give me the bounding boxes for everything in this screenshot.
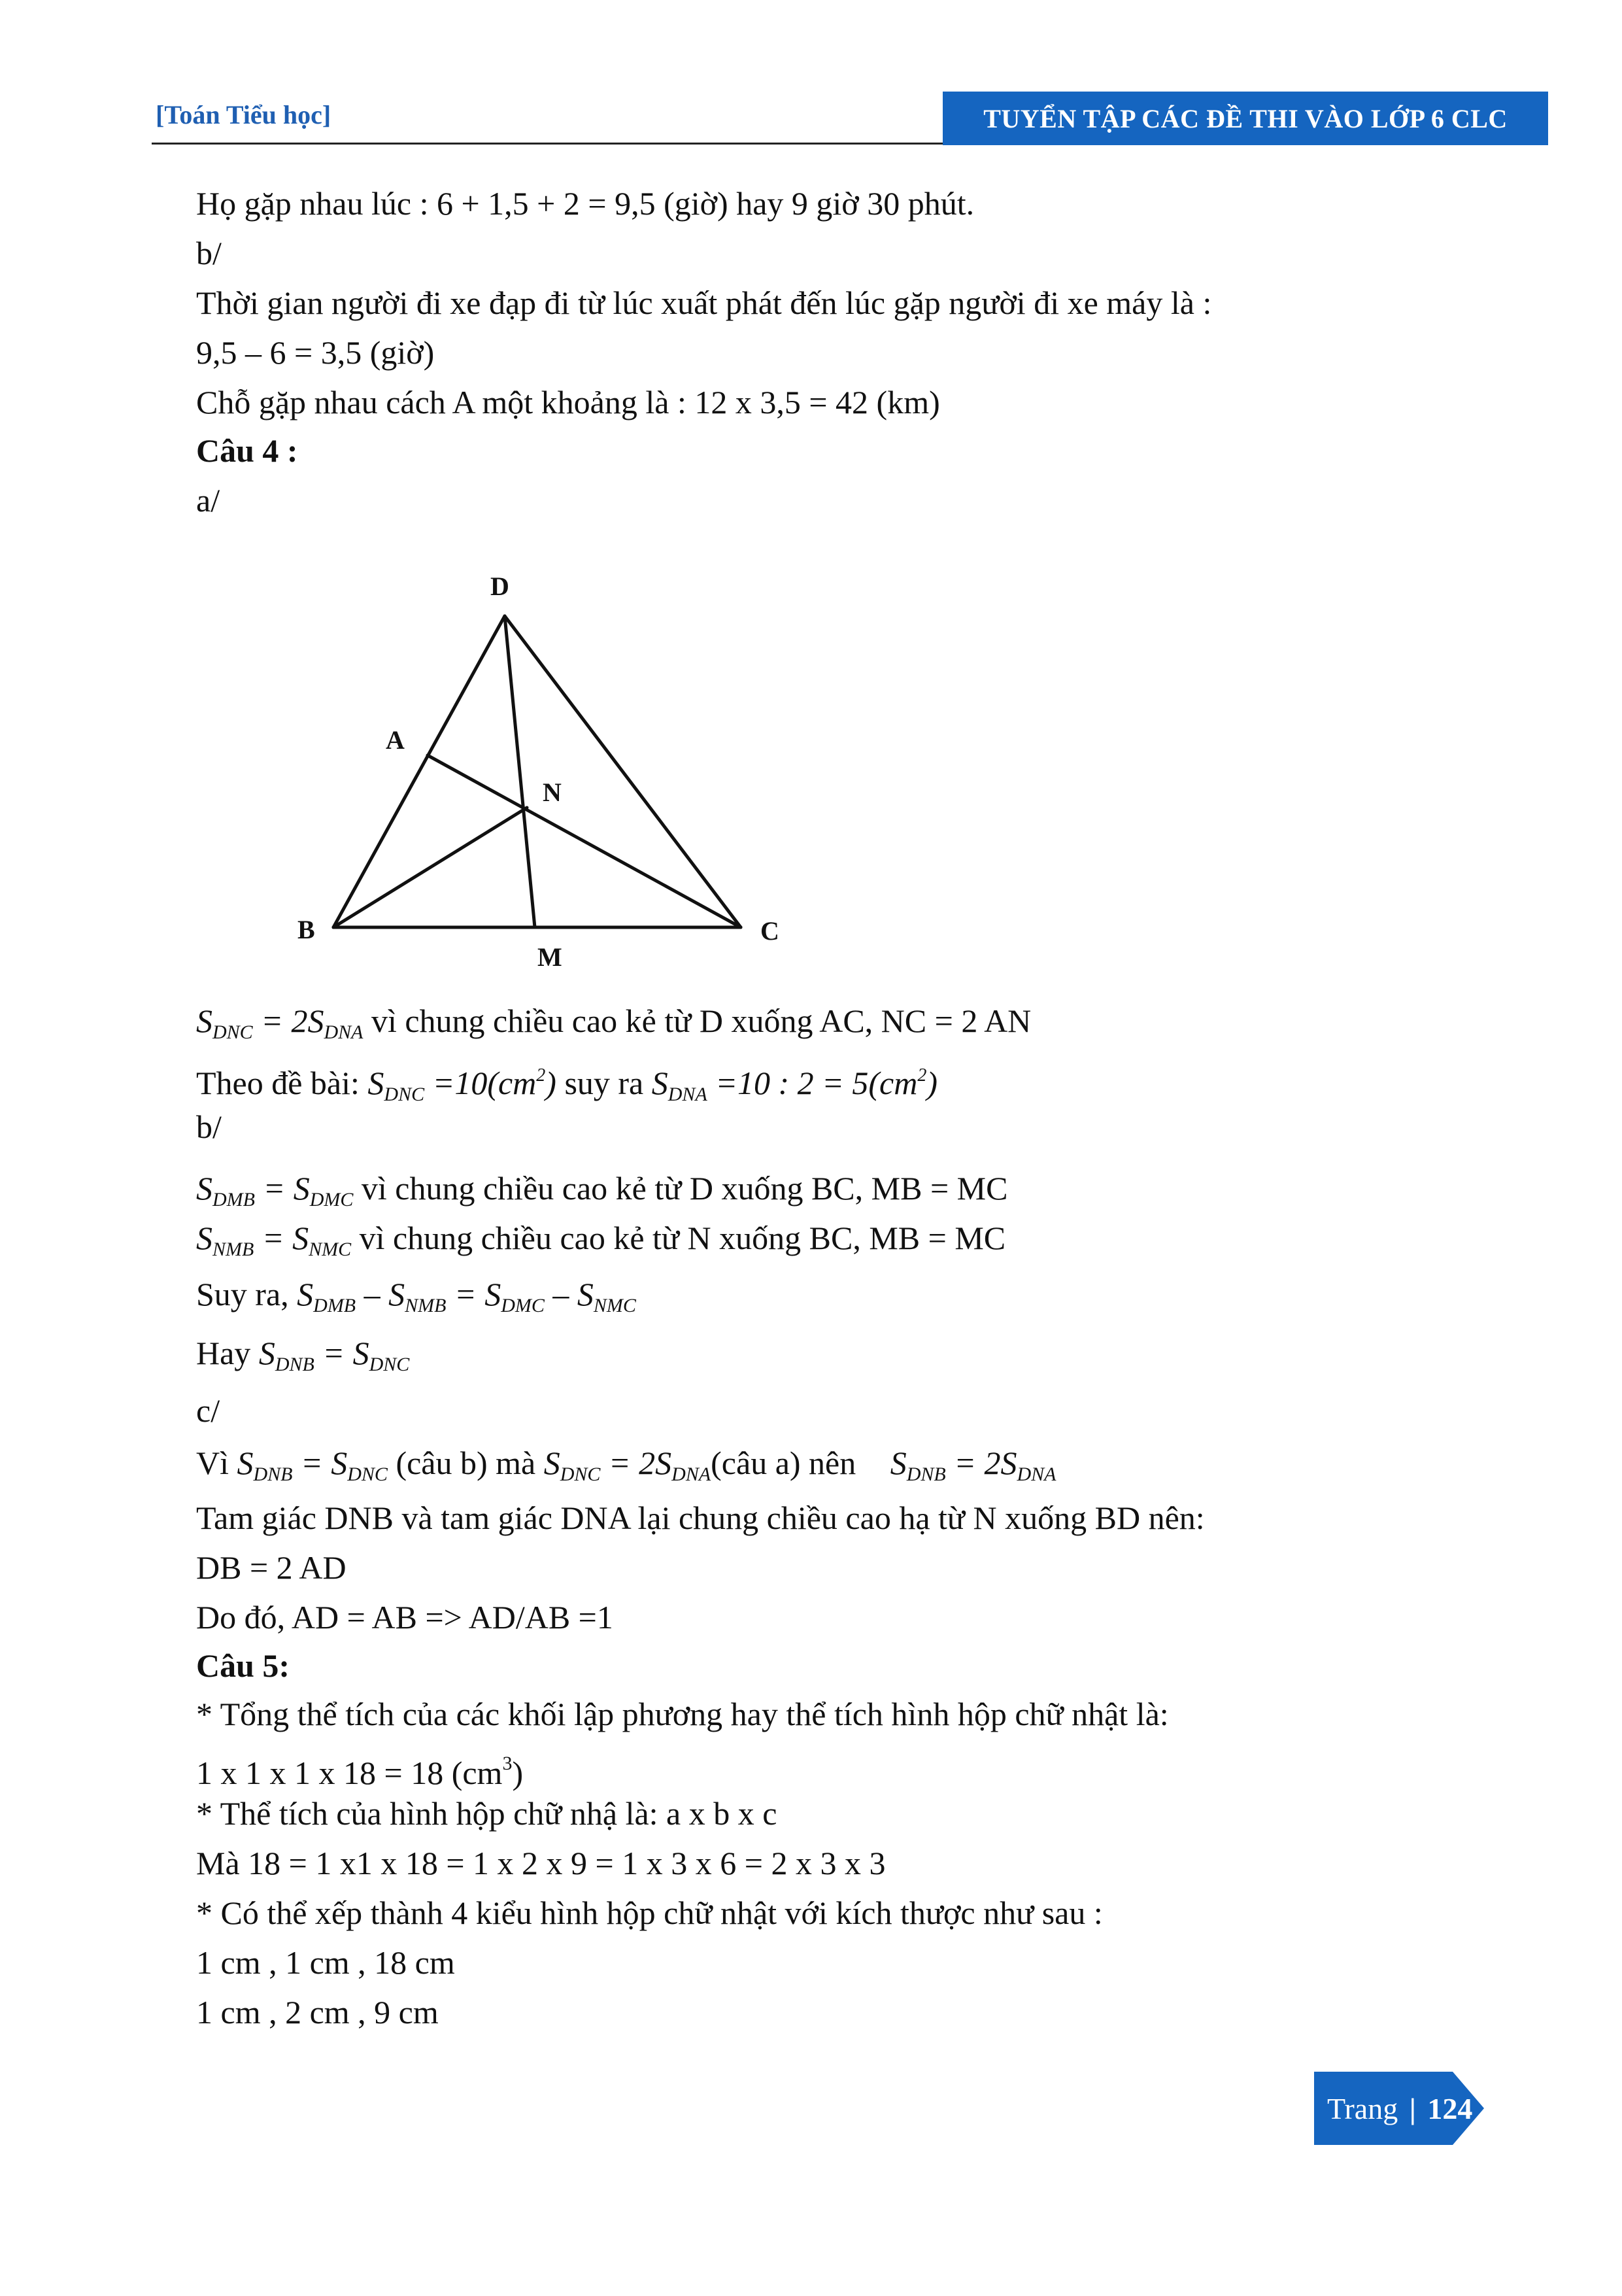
header-right-banner: TUYỂN TẬP CÁC ĐỀ THI VÀO LỚP 6 CLC bbox=[943, 92, 1548, 145]
segment-bn bbox=[333, 808, 527, 927]
text-line-5: Chỗ gặp nhau cách A một khoảng là : 12 x 3,5 = 42 (km) bbox=[196, 384, 940, 420]
text-line-8: $S_{DNC} = 2S_{DNA}$ vì chung chiều cao kẻ từ D xuống AC, NC = 2 AN bbox=[196, 1002, 1032, 1043]
label-n: N bbox=[543, 778, 562, 807]
formula-sdnc-10: $S_{DNC} =10(cm^2)$ bbox=[367, 1065, 556, 1105]
text-line-12: $S_{NMB} = S_{NMC}$ vì chung chiều cao kẻ từ N xuống BC, MB = MC bbox=[196, 1220, 1006, 1260]
side-db bbox=[333, 616, 505, 927]
triangle-figure bbox=[288, 559, 811, 978]
text-line-23: * Thể tích của hình hộp chữ nhậ là: a x b x c bbox=[196, 1795, 777, 1832]
text-line-15: c/ bbox=[196, 1392, 220, 1429]
label-b: B bbox=[297, 915, 315, 944]
text-line-2: b/ bbox=[196, 235, 222, 271]
label-m: M bbox=[537, 942, 562, 972]
formula-c-2: $S_{DNC} = 2S_{DNA}$ bbox=[543, 1445, 711, 1485]
formula-sdnb-eq-sdnc: $S_{DNB} = S_{DNC}$ bbox=[258, 1335, 410, 1375]
side-dc bbox=[505, 616, 741, 927]
text-line-3: Thời gian người đi xe đạp đi từ lúc xuất phát đến lúc gặp người đi xe máy là : bbox=[196, 284, 1212, 321]
text-line-16: Vì $S_{DNB} = S_{DNC}$ (câu b) mà $S_{DNC}$ = $2S_{DNA}(câu$ a) nên $S_{DNB} = 2S_{DNA}$ bbox=[196, 1445, 1056, 1485]
text-line-10: b/ bbox=[196, 1108, 222, 1145]
triangle-lines bbox=[333, 616, 741, 927]
text-line-14: Hay $S_{DNB} = S_{DNC}$ bbox=[196, 1335, 410, 1375]
header-rule bbox=[152, 143, 943, 145]
text-line-26: 1 cm , 1 cm , 18 cm bbox=[196, 1944, 455, 1981]
text-line-21: * Tổng thể tích của các khối lập phương hay thể tích hình hộp chữ nhật là: bbox=[196, 1696, 1169, 1732]
text-line-9: Theo đề bài: $S_{DNC} =10(cm^2)$ suy ra $S_{DNA} =10$ : $2 = 5(cm^2)$ bbox=[196, 1065, 938, 1105]
page-number-text: Trang | 124 bbox=[1327, 2091, 1473, 2125]
text-line-11: $S_{DMB} = S_{DMC}$ vì chung chiều cao kẻ từ D xuống BC, MB = MC bbox=[196, 1170, 1008, 1210]
text-line-7: a/ bbox=[196, 482, 220, 519]
page-number-badge bbox=[1314, 2072, 1484, 2145]
text-line-19: Do đó, AD = AB => AD/AB =1 bbox=[196, 1599, 613, 1636]
formula-sdnc-eq-2sdna: $S_{DNC} = 2S_{DNA}$ bbox=[196, 1002, 363, 1043]
formula-c-1: $S_{DNB} = S_{DNC}$ bbox=[237, 1445, 388, 1485]
text-line-4: 9,5 – 6 = 3,5 (giờ) bbox=[196, 334, 435, 371]
header-left-title: [Toán Tiểu học] bbox=[156, 100, 331, 129]
section-heading-cau-4: Câu 4 : bbox=[196, 432, 298, 469]
label-a: A bbox=[386, 725, 405, 755]
label-c: C bbox=[760, 916, 779, 946]
text-line-24: Mà 18 = 1 x1 x 18 = 1 x 2 x 9 = 1 x 3 x 6 = 2 x 3 x 3 bbox=[196, 1845, 886, 1881]
formula-snmb-eq-snmc: $S_{NMB} = S_{NMC}$ bbox=[196, 1220, 352, 1260]
text-line-25: * Có thể xếp thành 4 kiểu hình hộp chữ nhật với kích thược như sau : bbox=[196, 1894, 1103, 1931]
label-d: D bbox=[490, 572, 509, 601]
text-line-13: Suy ra, $S_{DMB} - S_{NMB} = S_{DMC} - S_{NMC}$ bbox=[196, 1276, 636, 1316]
text-line-27: 1 cm , 2 cm , 9 cm bbox=[196, 1994, 439, 2030]
formula-difference: $S_{DMB} - S_{NMB} = S_{DMC} - S_{NMC}$ bbox=[297, 1276, 636, 1316]
text-line-22: 1 x 1 x 1 x 18 = 18 $(cm^3)$ bbox=[196, 1753, 524, 1791]
formula-sdna-5: $S_{DNA} =10$ : $2 = 5(cm^2)$ bbox=[651, 1065, 938, 1105]
segment-dm bbox=[505, 616, 535, 927]
text-line-1: Họ gặp nhau lúc : 6 + 1,5 + 2 = 9,5 (giờ) hay 9 giờ 30 phút. bbox=[196, 185, 975, 222]
formula-c-3: $S_{DNB} = 2S_{DNA}$ bbox=[890, 1445, 1056, 1485]
formula-sdmb-eq-sdmc: $S_{DMB} = S_{DMC}$ bbox=[196, 1170, 354, 1210]
text-line-17: Tam giác DNB và tam giác DNA lại chung chiều cao hạ từ N xuống BD nên: bbox=[196, 1499, 1205, 1536]
text-line-18: DB = 2 AD bbox=[196, 1549, 346, 1586]
section-heading-cau-5: Câu 5: bbox=[196, 1647, 290, 1684]
